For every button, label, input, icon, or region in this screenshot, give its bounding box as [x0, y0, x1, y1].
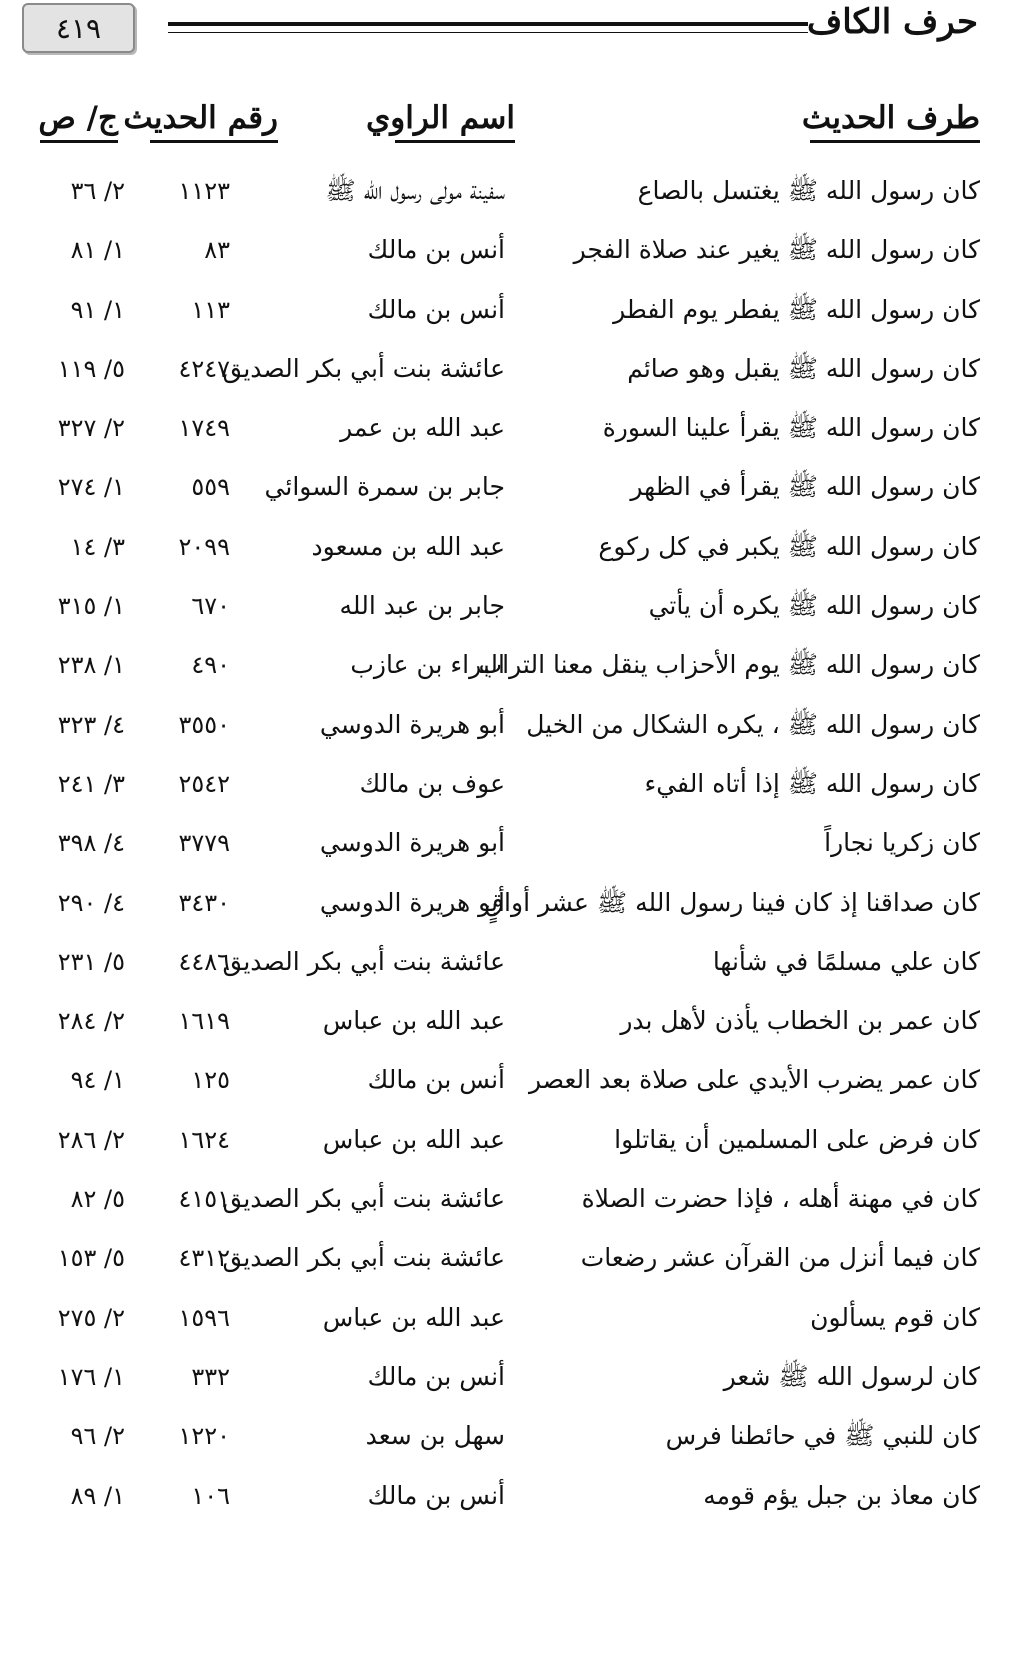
hadith-text: كان رسول الله ﷺ يغتسل بالصاع	[637, 176, 980, 205]
narrator-name: جابر بن عبد الله	[339, 591, 505, 621]
volume-page-reference: ٢/ ٢٧٥	[57, 1303, 125, 1332]
hadith-text: كان رسول الله ﷺ يقبل وهو صائم	[627, 353, 980, 383]
hadith-number: ٨٣	[204, 236, 230, 265]
table-row	[0, 1059, 1010, 1118]
table-row	[0, 526, 1010, 585]
table-row	[0, 644, 1010, 703]
volume-page-reference: ٥/ ٨٢	[70, 1185, 125, 1214]
narrator-name: سهل بن سعد	[365, 1421, 505, 1451]
volume-page-reference: ١/ ٣١٥	[57, 592, 125, 621]
volume-page-reference: ٢/ ٢٨٤	[57, 1007, 125, 1036]
hadith-number: ٤٣١٢	[178, 1244, 230, 1273]
hadith-number: ٤١٥١	[178, 1185, 230, 1214]
volume-page-reference: ٤/ ٢٩٠	[57, 888, 125, 917]
narrator-name: عبد الله بن عباس	[322, 1006, 505, 1036]
hadith-number: ٣٣٢	[191, 1362, 230, 1391]
hadith-number: ١١٢٣	[178, 177, 230, 205]
table-row	[0, 704, 1010, 763]
table-row	[0, 585, 1010, 644]
volume-page-reference: ٤/ ٣٢٣	[57, 710, 125, 739]
column-header-number: رقم الحديث	[150, 100, 278, 143]
hadith-number: ١٧٤٩	[178, 414, 230, 443]
hadith-number: ١١٣	[191, 295, 230, 324]
narrator-name: أنس بن مالك	[367, 235, 505, 265]
hadith-text: كان قوم يسألون	[810, 1302, 980, 1332]
hadith-number: ١٠٦	[191, 1481, 230, 1510]
page-number-badge	[22, 3, 135, 53]
narrator-name: عبد الله بن مسعود	[311, 531, 505, 561]
hadith-number: ١٦٢٤	[178, 1125, 230, 1154]
column-header-reference: ج/ ص	[40, 100, 118, 143]
hadith-number: ١٥٩٦	[178, 1303, 230, 1332]
narrator-name: أنس بن مالك	[367, 1065, 505, 1095]
table-row	[0, 1000, 1010, 1059]
hadith-number: ١٢٢٠	[178, 1422, 230, 1451]
table-row	[0, 1415, 1010, 1474]
hadith-index-table	[0, 170, 1010, 1534]
volume-page-reference: ٢/ ٢٨٦	[57, 1125, 125, 1154]
table-row	[0, 763, 1010, 822]
hadith-number: ٢٠٩٩	[178, 532, 230, 561]
narrator-name: عائشة بنت أبي بكر الصديق	[222, 946, 505, 976]
narrator-name: أبو هريرة الدوسي	[319, 887, 505, 917]
hadith-number: ٢٥٤٢	[178, 769, 230, 798]
volume-page-reference: ٢/ ٣٦	[70, 177, 125, 205]
narrator-name: عائشة بنت أبي بكر الصديق	[222, 1243, 505, 1273]
hadith-number: ٣٧٧٩	[178, 829, 230, 858]
hadith-number: ٦٧٠	[191, 592, 230, 621]
hadith-text: كان رسول الله ﷺ إذا أتاه الفيء	[644, 768, 980, 798]
column-header-hadith: طرف الحديث	[810, 100, 980, 143]
narrator-name: أنس بن مالك	[367, 1361, 505, 1391]
table-row	[0, 1119, 1010, 1178]
hadith-text: كان للنبي ﷺ في حائطنا فرس	[665, 1421, 980, 1451]
hadith-text: كان معاذ بن جبل يؤم قومه	[703, 1480, 980, 1510]
hadith-text: كان في مهنة أهله ، فإذا حضرت الصلاة	[581, 1184, 980, 1214]
hadith-text: كان فرض على المسلمين أن يقاتلوا	[614, 1124, 980, 1154]
narrator-name: أبو هريرة الدوسي	[319, 828, 505, 858]
hadith-text: كان زكريا نجاراً	[824, 828, 980, 858]
hadith-text: كان رسول الله ﷺ يكره أن يأتي	[648, 591, 980, 621]
volume-page-reference: ٥/ ١٥٣	[57, 1244, 125, 1273]
hadith-text: كان رسول الله ﷺ يوم الأحزاب ينقل معنا التراب	[478, 650, 980, 680]
hadith-number: ٥٥٩	[191, 473, 230, 502]
table-row	[0, 170, 1010, 229]
hadith-text: كان رسول الله ﷺ يغير عند صلاة الفجر	[573, 235, 980, 265]
table-row	[0, 822, 1010, 881]
volume-page-reference: ٢/ ٣٢٧	[57, 414, 125, 443]
hadith-text: كان رسول الله ﷺ يقرأ علينا السورة	[602, 413, 980, 443]
table-row	[0, 289, 1010, 348]
narrator-name: أنس بن مالك	[367, 1480, 505, 1510]
table-row	[0, 407, 1010, 466]
volume-page-reference: ١/ ٩٤	[70, 1066, 125, 1095]
volume-page-reference: ١/ ٩١	[70, 295, 125, 324]
chapter-title: حرف الكاف	[806, 2, 978, 42]
table-row	[0, 1178, 1010, 1237]
volume-page-reference: ٥/ ٢٣١	[57, 947, 125, 976]
header-rule-thick	[168, 22, 808, 26]
table-row	[0, 348, 1010, 407]
narrator-name: أنس بن مالك	[367, 294, 505, 324]
column-header-narrator: اسم الراوي	[395, 100, 515, 143]
table-row	[0, 882, 1010, 941]
narrator-name: البراء بن عازب	[350, 650, 505, 680]
hadith-text: كان رسول الله ﷺ يفطر يوم الفطر	[613, 294, 980, 324]
hadith-text: كان رسول الله ﷺ يكبر في كل ركوع	[598, 531, 980, 561]
hadith-text: كان عمر يضرب الأيدي على صلاة بعد العصر	[528, 1065, 980, 1095]
volume-page-reference: ١/ ٨٩	[70, 1481, 125, 1510]
volume-page-reference: ١/ ٨١	[70, 236, 125, 265]
narrator-name: سفينة مولى رسول الله ﷺ	[325, 176, 505, 205]
hadith-text: كان لرسول الله ﷺ شعر	[723, 1361, 980, 1391]
volume-page-reference: ١/ ٢٧٤	[57, 473, 125, 502]
hadith-text: كان عمر بن الخطاب يأذن لأهل بدر	[620, 1006, 980, 1036]
narrator-name: عبد الله بن عباس	[322, 1124, 505, 1154]
table-row	[0, 1237, 1010, 1296]
hadith-number: ١٢٥	[191, 1066, 230, 1095]
table-row	[0, 466, 1010, 525]
narrator-name: عوف بن مالك	[359, 768, 505, 798]
volume-page-reference: ١/ ١٧٦	[57, 1362, 125, 1391]
narrator-name: عبد الله بن عباس	[322, 1302, 505, 1332]
hadith-number: ١٦١٩	[178, 1007, 230, 1036]
header-rule-thin	[168, 32, 808, 33]
table-row	[0, 229, 1010, 288]
hadith-text: كان رسول الله ﷺ يقرأ في الظهر	[630, 472, 980, 502]
volume-page-reference: ٣/ ٢٤١	[57, 769, 125, 798]
hadith-number: ٤٢٤٧	[178, 354, 230, 383]
narrator-name: جابر بن سمرة السوائي	[264, 472, 505, 502]
table-row	[0, 941, 1010, 1000]
hadith-number: ٤٤٨٦	[178, 947, 230, 976]
narrator-name: أبو هريرة الدوسي	[319, 709, 505, 739]
volume-page-reference: ٢/ ٩٦	[70, 1422, 125, 1451]
table-row	[0, 1297, 1010, 1356]
hadith-text: كان علي مسلمًا في شأنها	[712, 946, 980, 976]
volume-page-reference: ٤/ ٣٩٨	[57, 829, 125, 858]
table-row	[0, 1475, 1010, 1534]
narrator-name: عبد الله بن عمر	[340, 413, 505, 443]
volume-page-reference: ٥/ ١١٩	[57, 354, 125, 383]
hadith-text: كان صداقنا إذ كان فينا رسول الله ﷺ عشر أواقٍ	[484, 887, 980, 917]
hadith-number: ٣٥٥٠	[178, 710, 230, 739]
hadith-number: ٣٤٣٠	[178, 888, 230, 917]
narrator-name: عائشة بنت أبي بكر الصديق	[222, 353, 505, 383]
hadith-text: كان رسول الله ﷺ ، يكره الشكال من الخيل	[526, 709, 980, 739]
hadith-text: كان فيما أنزل من القرآن عشر رضعات	[580, 1243, 980, 1273]
hadith-number: ٤٩٠	[191, 651, 230, 680]
volume-page-reference: ١/ ٢٣٨	[57, 651, 125, 680]
narrator-name: عائشة بنت أبي بكر الصديق	[222, 1184, 505, 1214]
table-row	[0, 1356, 1010, 1415]
volume-page-reference: ٣/ ١٤	[70, 532, 125, 561]
page-number: ٤١٩	[55, 11, 102, 45]
